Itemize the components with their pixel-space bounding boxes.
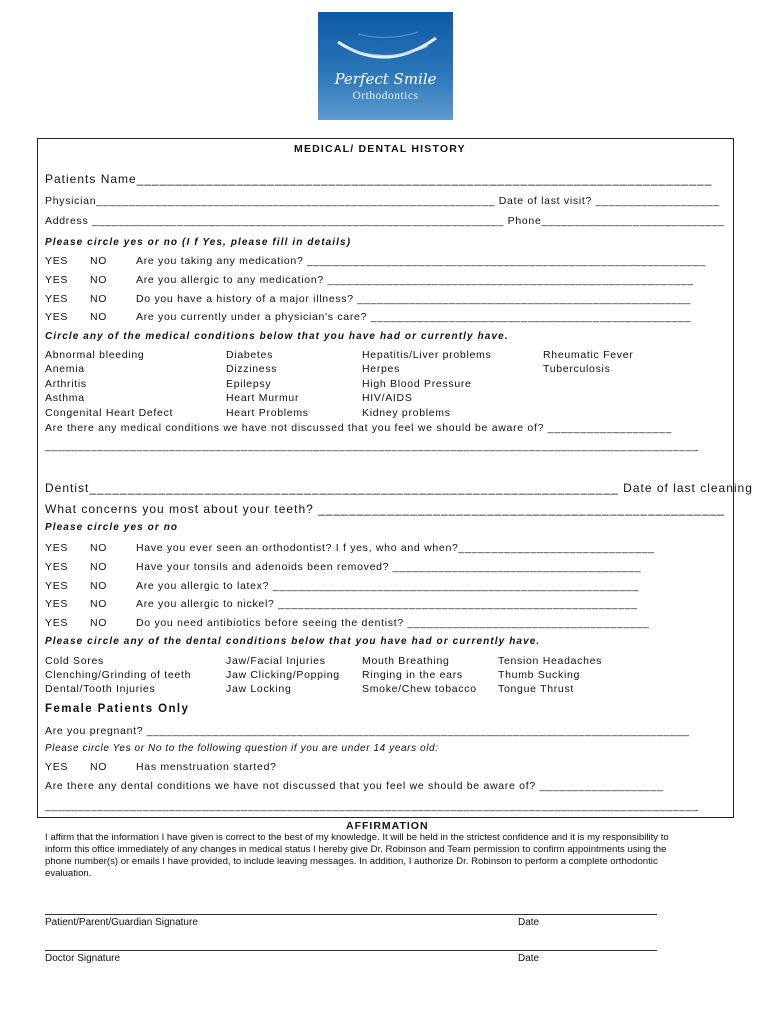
condition-item[interactable]: Heart Murmur [226,392,300,404]
affirmation-line: evaluation. [45,868,92,879]
condition-item[interactable]: Clenching/Grinding of teeth [45,669,192,681]
condition-item[interactable]: Mouth Breathing [362,655,450,667]
condition-item[interactable]: Jaw/Facial Injuries [226,655,326,667]
condition-item[interactable]: Congenital Heart Defect [45,407,174,419]
no-option[interactable]: NO [90,311,108,323]
question-text[interactable]: Are you currently under a physician's care? _________________________________________________ [136,311,692,323]
medical-instruction: Please circle yes or no (I f Yes, please fill in details) [45,237,352,248]
smile-graphic [318,12,453,72]
condition-item[interactable]: Anemia [45,363,85,375]
logo-name: Perfect Smile [334,70,437,88]
affirmation-line: inform this office immediately of any changes in medical status I hereby give Dr. Robinson and Team permission to confirm appointments using the [45,844,667,855]
condition-item[interactable]: Herpes [362,363,401,375]
dental-conditions-heading: Please circle any of the dental conditions below that you have had or currently have. [45,636,541,647]
yes-option[interactable]: YES [45,598,69,610]
no-option[interactable]: NO [90,761,108,773]
no-option[interactable]: NO [90,598,108,610]
condition-item[interactable]: Dental/Tooth Injuries [45,683,156,695]
condition-item[interactable]: Diabetes [226,349,274,361]
patient-date-label: Date [518,917,540,928]
condition-item[interactable]: Tuberculosis [543,363,611,375]
practice-logo [318,12,453,120]
patient-signature-line[interactable] [45,914,657,915]
question-text[interactable]: Have your tonsils and adenoids been removed? ______________________________________ [136,561,642,573]
pregnant-field[interactable]: Are you pregnant? ___________________________________________________________________________________ [45,725,690,737]
condition-item[interactable]: Jaw Locking [226,683,292,695]
no-option[interactable]: NO [90,293,108,305]
question-text[interactable]: Has menstruation started? [136,761,277,773]
question-text[interactable]: Are you taking any medication? _____________________________________________________________ [136,255,707,267]
doctor-signature-line[interactable] [45,950,657,951]
condition-item[interactable]: Heart Problems [226,407,309,419]
medical-blank-line[interactable]: ____________________________________________________________________________________________________ [45,440,699,452]
condition-item[interactable]: High Blood Pressure [362,378,472,390]
condition-item[interactable]: Thumb Sucking [498,669,581,681]
condition-item[interactable]: Dizziness [226,363,278,375]
doctor-signature-label: Doctor Signature [45,953,121,964]
yes-option[interactable]: YES [45,561,69,573]
medical-conditions-heading: Circle any of the medical conditions below that you have had or currently have. [45,331,509,342]
condition-item[interactable]: Asthma [45,392,85,404]
no-option[interactable]: NO [90,542,108,554]
condition-item[interactable]: Epilepsy [226,378,272,390]
teeth-concerns-field[interactable]: What concerns you most about your teeth? _____________________________________________________ [45,502,725,516]
patient-signature-label: Patient/Parent/Guardian Signature [45,917,198,928]
yes-option[interactable]: YES [45,580,69,592]
condition-item[interactable]: Jaw Clicking/Popping [226,669,340,681]
condition-item[interactable]: Hepatitis/Liver problems [362,349,492,361]
question-text[interactable]: Are you allergic to latex? ________________________________________________________ [136,580,640,592]
condition-item[interactable]: Smoke/Chew tobacco [362,683,477,695]
condition-item[interactable]: HIV/AIDS [362,392,413,404]
dental-blank-line[interactable]: ____________________________________________________________________________________________________ [45,800,699,812]
no-option[interactable]: NO [90,617,108,629]
yes-option[interactable]: YES [45,617,69,629]
yes-option[interactable]: YES [45,293,69,305]
affirmation-line: phone number(s) or emails I have provided, to include leaving messages. In addition, I authorize Dr. Robinson to perform a complete orthodontic [45,856,658,867]
condition-item[interactable]: Rheumatic Fever [543,349,634,361]
logo-subtitle: Orthodontics [352,90,419,102]
no-option[interactable]: NO [90,274,108,286]
no-option[interactable]: NO [90,255,108,267]
physician-field[interactable]: Physician_____________________________________________________________ Date of last visit? ___________________ [45,195,720,207]
address-field[interactable]: Address _______________________________________________________________ Phone____________________________ [45,215,725,227]
no-option[interactable]: NO [90,580,108,592]
condition-item[interactable]: Arthritis [45,378,87,390]
question-text[interactable]: Have you ever seen an orthodontist? I f yes, who and when?______________________________ [136,542,655,554]
condition-item[interactable]: Tension Headaches [498,655,603,667]
dental-other-question[interactable]: Are there any dental conditions we have not discussed that you feel we should be aware of? ___________________ [45,780,664,792]
yes-option[interactable]: YES [45,274,69,286]
affirmation-heading: AFFIRMATION [346,820,429,832]
form-title: MEDICAL/ DENTAL HISTORY [294,143,466,155]
question-text[interactable]: Do you need antibiotics before seeing the dentist? _____________________________________ [136,617,650,629]
question-text[interactable]: Are you allergic to any medication? ________________________________________________________ [136,274,694,286]
yes-option[interactable]: YES [45,542,69,554]
condition-item[interactable]: Kidney problems [362,407,451,419]
condition-item[interactable]: Cold Sores [45,655,104,667]
dental-instruction: Please circle yes or no [45,522,179,533]
dentist-field[interactable]: Dentist_____________________________________________________________________ Date of last cleaning [45,481,753,495]
affirmation-line: I affirm that the information I have given is correct to the best of my knowledge. It will be held in the strictest confidence and it is my responsibility to [45,832,669,843]
yes-option[interactable]: YES [45,311,69,323]
female-section-heading: Female Patients Only [45,703,190,715]
no-option[interactable]: NO [90,561,108,573]
doctor-date-label: Date [518,953,540,964]
under-14-instruction: Please circle Yes or No to the following question if you are under 14 years old: [45,743,439,754]
condition-item[interactable]: Tongue Thrust [498,683,575,695]
condition-item[interactable]: Abnormal bleeding [45,349,145,361]
condition-item[interactable]: Ringing in the ears [362,669,463,681]
patient-name-field[interactable]: Patients Name___________________________________________________________________________ [45,172,713,186]
medical-other-question[interactable]: Are there any medical conditions we have not discussed that you feel we should be aware of? ___________________ [45,422,672,434]
yes-option[interactable]: YES [45,255,69,267]
yes-option[interactable]: YES [45,761,69,773]
question-text[interactable]: Are you allergic to nickel? _______________________________________________________ [136,598,638,610]
question-text[interactable]: Do you have a history of a major illness? ___________________________________________________ [136,293,691,305]
